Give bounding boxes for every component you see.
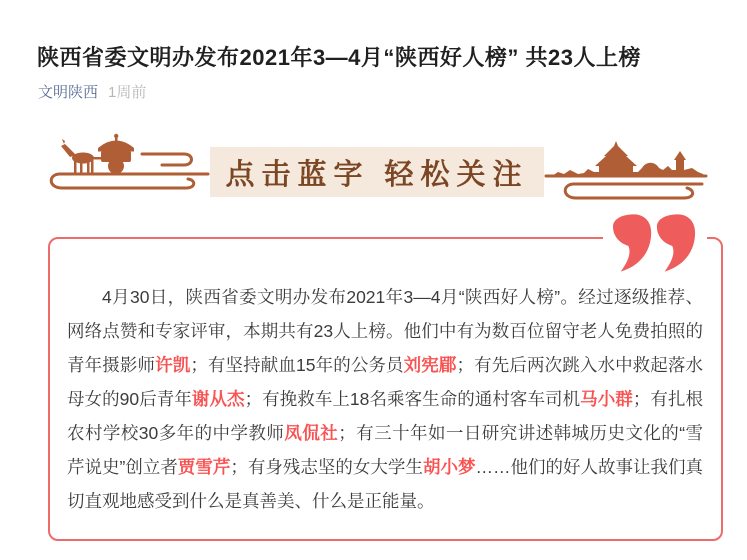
person-name: 凤侃社 (284, 423, 339, 443)
article-title: 陕西省委文明办发布2021年3—4月“陕西好人榜” 共23人上榜 (37, 44, 641, 70)
person-name: 贾雪芹 (177, 457, 231, 477)
follow-banner (0, 129, 747, 209)
person-name: 胡小梦 (422, 457, 476, 477)
closing-quote-icon (603, 212, 707, 274)
person-name: 谢从杰 (191, 389, 245, 409)
publish-time: 1周前 (108, 84, 147, 101)
byline (38, 81, 146, 102)
paragraph-text: ；有扎根农村学校30多年的中学教师 (67, 389, 704, 443)
banner-label: 点击蓝字 轻松关注 (225, 158, 529, 191)
source-link[interactable]: 文明陕西 (38, 84, 99, 101)
paragraph-text: ；有挽救车上18名乘客生命的通村客车司机 (244, 389, 581, 409)
paragraph-text: ；有三十年如一日研究讲述韩城历史文化的“雪芹说史”创立者 (67, 423, 704, 477)
ancient-skyline-cloud-scroll-icon (544, 136, 709, 206)
paragraph-text: ；有坚持献血15年的公务员 (190, 355, 404, 375)
paragraph-text: ……他们的好人故事让我们真切直观地感受到什么是真善美、什么是正能量。 (67, 457, 704, 511)
article-paragraph (50, 239, 721, 518)
paragraph-text: ；有先后两次跳入水中救起落水母女的90后青年 (67, 355, 704, 409)
person-name: 许凯 (155, 355, 191, 375)
banner-panel (210, 147, 543, 197)
chariot-cloud-scroll-icon (38, 132, 210, 204)
person-name: 马小群 (580, 389, 633, 409)
paragraph-text: ；有身残志坚的女大学生 (230, 457, 423, 477)
quote-card (48, 237, 723, 541)
paragraph-text: 4月30日，陕西省委文明办发布2021年3—4月“陕西好人榜”。经过逐级推荐、网络点赞和专家评审，本期共有23人上榜。他们中有为数百位留守老人免费拍照的青年摄影师 (67, 287, 703, 375)
person-name: 刘宪郿 (403, 355, 457, 375)
